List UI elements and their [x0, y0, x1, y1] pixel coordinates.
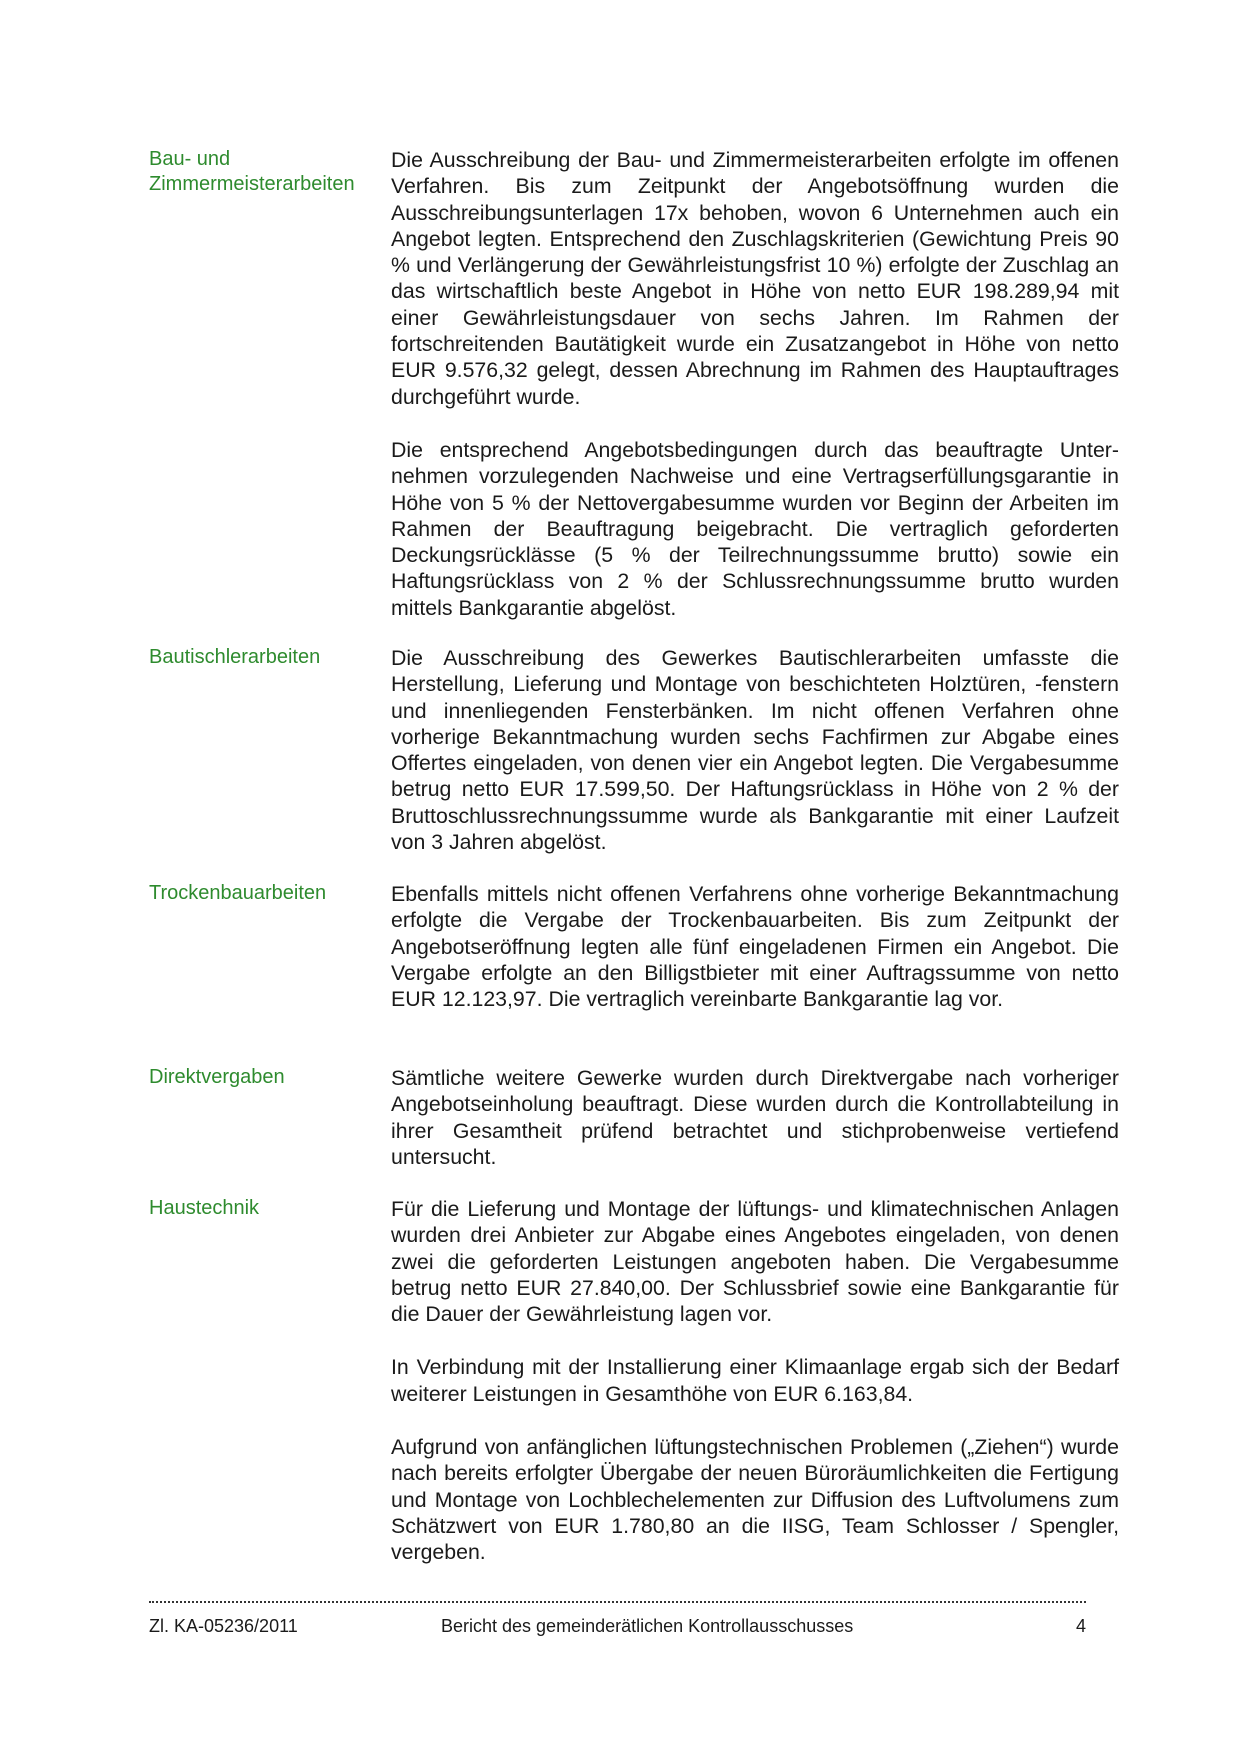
section-label: Bautischlerarbeiten	[149, 646, 321, 668]
paragraph: Die Ausschreibung des Gewerkes Bautischlerarbeiten umfasste die Herstellung, Lieferung und Montage von beschichteten Holztüren, -fenstern und innenliegenden Fensterbänken. Im nicht offenen Verfahren ohne vorherige Bekanntmachung wurden sechs Fachfirmen zur Abgabe eines Offertes eingeladen, von denen vier ein Angebot legten. Die Vergabesumme betrug netto EUR 17.599,50. Der Haftungsrücklass in Höhe von 2 % der Bruttoschlussrechnungssumme wurde als Bankgarantie mit einer Laufzeit von 3 Jahren abgelöst.	[391, 646, 1119, 855]
paragraph: Für die Lieferung und Montage der lüftungs- und klimatechnischen Anlagen wurden drei Anbieter zur Abgabe eines Angebotes eingeladen, von denen zwei die geforderten Leistungen angeboten haben. Die Vergabesumme betrug netto EUR 27.840,00. Der Schlussbrief sowie eine Bankgarantie für die Dauer der Gewährleistung lagen vor.	[391, 1197, 1119, 1327]
paragraph: Aufgrund von anfänglichen lüftungstechnischen Problemen („Ziehen“) wurde nach bereits erfolgter Übergabe der neuen Büroräumlichkeiten die Fertigung und Montage von Lochblechelementen zur Diffusion des Luftvolumens zum Schätzwert von EUR 1.780,80 an die IISG, Team Schlosser / Spengler, vergeben.	[391, 1435, 1119, 1565]
section-label: Direktvergaben	[149, 1066, 285, 1088]
section-label	[149, 147, 379, 197]
paragraph: Die Ausschreibung der Bau- und Zimmermeisterarbeiten erfolgte im offenen Verfahren. Bis zum Zeitpunkt der Angebotsöffnung wurden die Ausschreibungsunterlagen 17x behoben, wovon 6 Unternehmen auch ein Angebot legten. Entsprechend den Zuschlagskriterien (Gewichtung Preis 90 % und Verlängerung der Gewährleistungsfrist 10 %) erfolgte der Zuschlag an das wirtschaftlich beste Angebot in Höhe von netto EUR 198.289,94 mit einer Gewährleistungsdauer von sechs Jahren. Im Rahmen der fortschreitenden Bautätigkeit wurde ein Zusatzangebot in Höhe von netto EUR 9.576,32 gelegt, dessen Abrechnung im Rahmen des Hauptauftrages durchgeführt wurde.	[391, 148, 1119, 409]
footer-title: Bericht des gemeinderätlichen Kontrollausschusses	[441, 1616, 854, 1636]
footer-divider	[149, 1601, 1086, 1603]
paragraph: In Verbindung mit der Installierung einer Klimaanlage ergab sich der Bedarf weiterer Leistungen in Gesamthöhe von EUR 6.163,84.	[391, 1355, 1119, 1406]
footer-reference: Zl. KA-05236/2011	[149, 1616, 298, 1636]
section-body	[391, 1065, 1119, 1197]
section-label: Trockenbauarbeiten	[149, 882, 327, 904]
section-body	[391, 147, 1119, 648]
section-label-line-2: Zimmermeisterarbeiten	[149, 173, 355, 195]
section-body	[391, 881, 1119, 1039]
section-body	[391, 645, 1119, 882]
section-body	[391, 1196, 1119, 1593]
section-label-line-1: Bau- und	[149, 148, 231, 170]
paragraph: Ebenfalls mittels nicht offenen Verfahrens ohne vorherige Bekanntmachung erfolgte die Vergabe der Trockenbauarbeiten. Bis zum Zeitpunkt der Angebotseröffnung legten alle fünf eingeladenen Firmen ein Angebot. Die Vergabe erfolgte an den Billigstbieter mit einer Auftragssumme von netto EUR 12.123,97. Die vertraglich vereinbarte Bankgarantie lag vor.	[391, 882, 1119, 1012]
paragraph: Sämtliche weitere Gewerke wurden durch Direktvergabe nach vorheriger Angebotseinholung beauftragt. Diese wurden durch die Kontrollabteilung in ihrer Gesamtheit prüfend betrachtet und stichprobenweise vertiefend untersucht.	[391, 1066, 1119, 1169]
section-label: Haustechnik	[149, 1197, 260, 1219]
page-number: 4	[1075, 1616, 1086, 1636]
paragraph: Die entsprechend Angebotsbedingungen durch das beauftragte Unternehmen vorzulegenden Nachweise und eine Vertragserfüllungsgarantie in Höhe von 5 % der Nettovergabesumme wurden vor Beginn der Arbeiten im Rahmen der Beauftragung beigebracht. Die vertraglich geforderten Deckungsrücklässe (5 % der Teilrechnungssumme brutto) sowie ein Haftungsrücklass von 2 % der Schlussrechnungssumme brutto wurden mittels Bankgarantie abgelöst.	[391, 437, 1119, 620]
